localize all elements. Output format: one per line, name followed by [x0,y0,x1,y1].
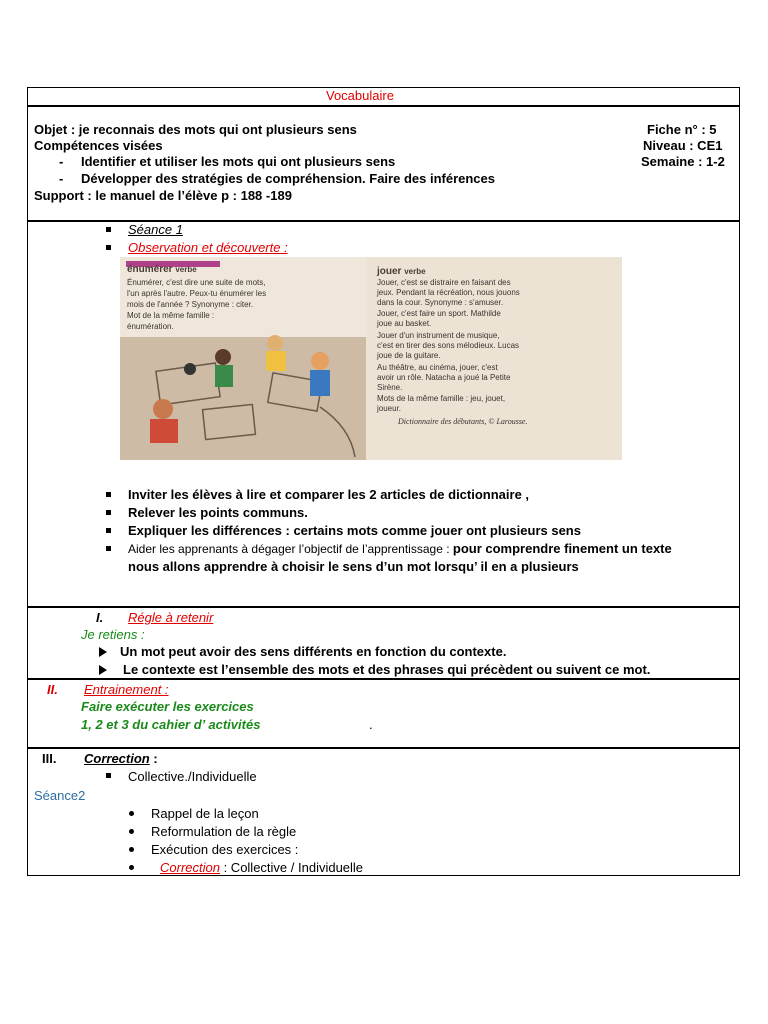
bullet-dot [129,811,134,816]
objet: Objet : je reconnais des mots qui ont plusieurs sens [34,122,357,137]
enumerer-line: mois de l'année ? Synonyme : citer. [127,300,254,309]
correction-number: III. [42,751,57,766]
correction-heading: Correction : [84,751,158,766]
instruction-4-continued: nous allons apprendre à choisir le sens d’un mot lorsqu’ il en a plusieurs [128,559,579,574]
jouer-line: Sirène. [377,383,403,392]
dictionary-credit: Dictionnaire des débutants, © Larousse. [398,417,528,426]
word-jouer: jouer verbe [377,266,426,277]
entrainement-dot: . [369,717,373,732]
arrow-bullet-icon [99,665,107,675]
page-title: Vocabulaire [326,88,394,103]
jouer-line: jeux. Pendant la récréation, nous jouons [377,288,520,297]
semaine: Semaine : 1-2 [641,154,725,169]
entrainement-title: Entrainement : [84,682,169,697]
entrainement-line-1: Faire exécuter les exercices [81,699,254,714]
correction-item: Collective./Individuelle [128,769,257,784]
regle-number: I. [96,610,104,625]
je-retiens: Je retiens : [81,627,145,642]
jouer-line: dans la cour. Synonyme : s'amuser. [377,298,504,307]
instruction-1: Inviter les élèves à lire et comparer les 2 articles de dictionnaire , [128,487,530,502]
dash-2: - [59,171,64,186]
bullet-square [106,510,111,515]
jouer-line: Mots de la même famille : jeu, jouet, [377,394,506,403]
instruction-4: Aider les apprenants à dégager l’objectif de l’apprentissage : pour comprendre finement un texte [128,541,672,556]
support: Support : le manuel de l’élève p : 188 -189 [34,188,292,203]
fiche-number: Fiche n° : 5 [647,122,717,137]
jouer-line: Jouer, c'est faire un sport. Mathilde [377,309,501,318]
dictionary-photo [120,257,622,460]
competences: Compétences visées [34,138,163,153]
instruction-2: Relever les points communs. [128,505,308,520]
jouer-line: avoir un rôle. Natacha a joué la Petite [377,373,511,382]
seance1-title: Séance 1 [128,222,183,237]
regle-title: Régle à retenir [128,610,214,625]
competence-item-1: Identifier et utiliser les mots qui ont plusieurs sens [81,154,396,169]
enumerer-line: l'un après l'autre. Peux-tu énumérer les [127,289,267,298]
observation-title: Observation et découverte : [128,240,288,255]
jouer-line: joue au basket. [377,319,432,328]
bullet-dot [129,829,134,834]
seance2-title: Séance2 [34,788,86,803]
niveau: Niveau : CE1 [643,138,723,153]
seance2-item-2: Reformulation de la règle [151,824,297,839]
bullet-dot [129,865,134,870]
seance2-item-4: Correction : Collective / Individuelle [160,860,364,875]
bullet-square [106,245,111,250]
bullet-square [106,773,111,778]
bullet-square [106,528,111,533]
regle-point-2: Le contexte est l’ensemble des mots et des phrases qui précèdent ou suivent ce mot. [123,662,651,677]
jouer-line: joueur. [377,404,402,413]
seance2-item-3: Exécution des exercices : [151,842,299,857]
bullet-square [106,227,111,232]
jouer-line: c'est en tirer des sons mélodieux. Lucas [377,341,520,350]
jouer-line: Jouer, c'est se distraire en faisant des [377,278,511,287]
enumerer-line: énumération. [127,322,174,331]
regle-point-1: Un mot peut avoir des sens différents en fonction du contexte. [120,644,507,659]
instruction-3: Expliquer les différences : certains mots comme jouer ont plusieurs sens [128,523,581,538]
arrow-bullet-icon [99,647,107,657]
entrainement-line-2: 1, 2 et 3 du cahier d’ activités [81,717,261,732]
enumerer-line: Énumérer, c'est dire une suite de mots, [127,278,266,287]
jouer-line: Au théâtre, au cinéma, jouer, c'est [377,363,498,372]
competence-item-2: Développer des stratégies de compréhension. Faire des inférences [81,171,495,186]
word-enumerer: énumérer verbe [127,264,197,275]
entrainement-number: II. [47,682,58,697]
jouer-line: Jouer d'un instrument de musique, [377,331,500,340]
bullet-square [106,492,111,497]
seance2-item-1: Rappel de la leçon [151,806,259,821]
enumerer-line: Mot de la même famille : [127,311,215,320]
bullet-dot [129,847,134,852]
dash-1: - [59,154,64,169]
jouer-line: joue de la guitare. [377,351,441,360]
bullet-square [106,546,111,551]
